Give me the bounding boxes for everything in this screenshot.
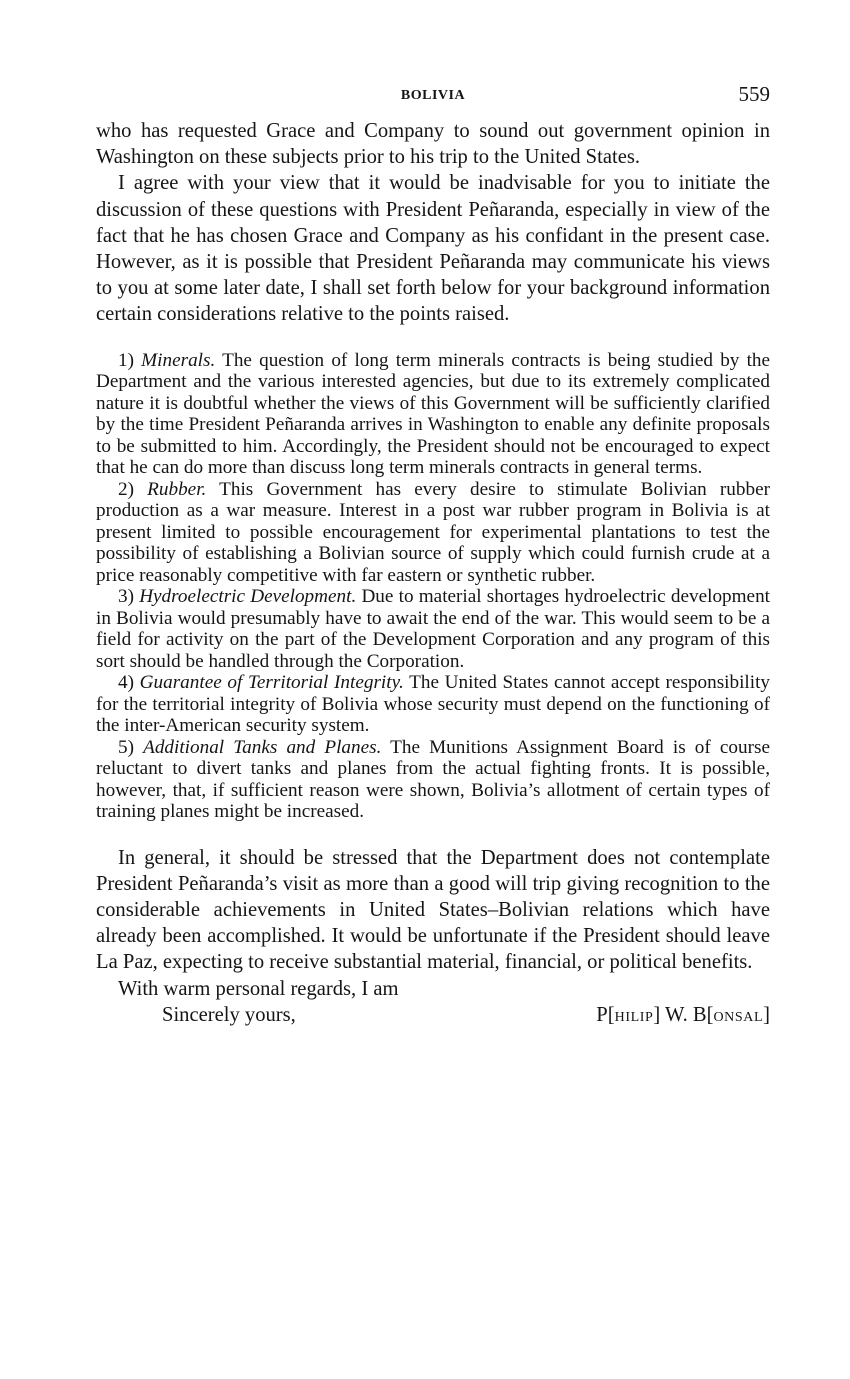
list-text: The United States cannot accept responsibility for the territorial integrity of Bolivia whose security must depend on the functioning of the inter-American security system. [96, 672, 771, 737]
list-text: This Government has every desire to stimulate Bolivian rubber production as a war measure. Interest in a post war rubber program in Bolivia is at present limited to possible encouragement for experimental plantations to test the possibility of establishing a Bolivian source of supply which could furnish crude at a price reasonably competitive with far eastern or synthetic rubber. [96, 478, 770, 586]
list-item-territorial-integrity [96, 672, 770, 737]
list-topic: Rubber. [147, 478, 207, 500]
list-item-rubber [96, 479, 770, 587]
signature-part: ] W. B[ [653, 1003, 714, 1026]
paragraph-continuation: who has requested Grace and Company to sound out government opinion in Washington on these subjects prior to his trip to the United States. [96, 120, 770, 169]
signature [596, 1002, 770, 1031]
considerations-list [96, 350, 770, 823]
list-topic: Guarantee of Territorial Integrity. [139, 672, 404, 694]
list-topic: Additional Tanks and Planes. [143, 736, 382, 758]
list-number: 2) [118, 478, 134, 500]
list-item-tanks-planes [96, 737, 770, 823]
document-page [96, 82, 770, 1028]
closing-regards: With warm personal regards, I am [118, 977, 399, 1000]
list-number: 5) [118, 736, 134, 758]
list-number: 3) [118, 586, 134, 608]
page-number: 559 [738, 82, 770, 106]
signoff [96, 1002, 770, 1028]
list-text: The question of long term minerals contracts is being studied by the Department and the various interested agencies, but due to its extremely complicated nature it is doubtful whether the views of this Government will be sufficiently clarified by the time President Peñaranda arrives in Washington to enable any definite proposals to be submitted to him. Accordingly, the President should not be encouraged to expect that he can do more than discuss long term minerals contracts in general terms. [96, 349, 771, 479]
list-text: The Munitions Assignment Board is of course reluctant to divert tanks and planes from the actual fighting fronts. It is possible, however, that, if sufficient reason were shown, Bolivia’s allotment of certain types of training planes might be increased. [96, 736, 770, 823]
list-number: 1) [118, 349, 134, 371]
list-item-minerals [96, 350, 770, 479]
page-header [96, 82, 770, 118]
paragraph-conclusion: In general, it should be stressed that the Department does not contemplate President Peñaranda’s visit as more than a good will trip giving recognition to the considerable achievements in United States–Bolivian relations which have already been accomplished. It would be unfortunate if the President should leave La Paz, expecting to receive substantial material, financial, or political benefits. [96, 846, 770, 974]
sincerely-line: Sincerely yours, [162, 1003, 296, 1026]
list-topic: Minerals. [141, 349, 216, 371]
list-text: Due to material shortages hydroelectric development in Bolivia would presumably have to await the end of the war. This would seem to be a field for activity on the part of the Development Corporation and any program of this sort should be handled through the Corporation. [96, 586, 770, 672]
signature-part: P[ [596, 1003, 615, 1026]
list-number: 4) [118, 672, 134, 694]
running-head: BOLIVIA [400, 88, 466, 103]
signature-part: ] [763, 1003, 770, 1026]
list-item-hydroelectric [96, 586, 770, 672]
signature-smallcaps: HILIP [614, 1009, 654, 1025]
list-topic: Hydroelectric Development. [139, 586, 357, 608]
signature-smallcaps: ONSAL [713, 1009, 764, 1025]
paragraph-agreement: I agree with your view that it would be inadvisable for you to initiate the discussion of these questions with President Peñaranda, especially in view of the fact that he has chosen Grace and Company as his confidant in the present case. However, as it is possible that President Peñaranda may communicate his views to you at some later date, I shall set forth below for your background information certain considerations relative to the points raised. [96, 172, 770, 326]
